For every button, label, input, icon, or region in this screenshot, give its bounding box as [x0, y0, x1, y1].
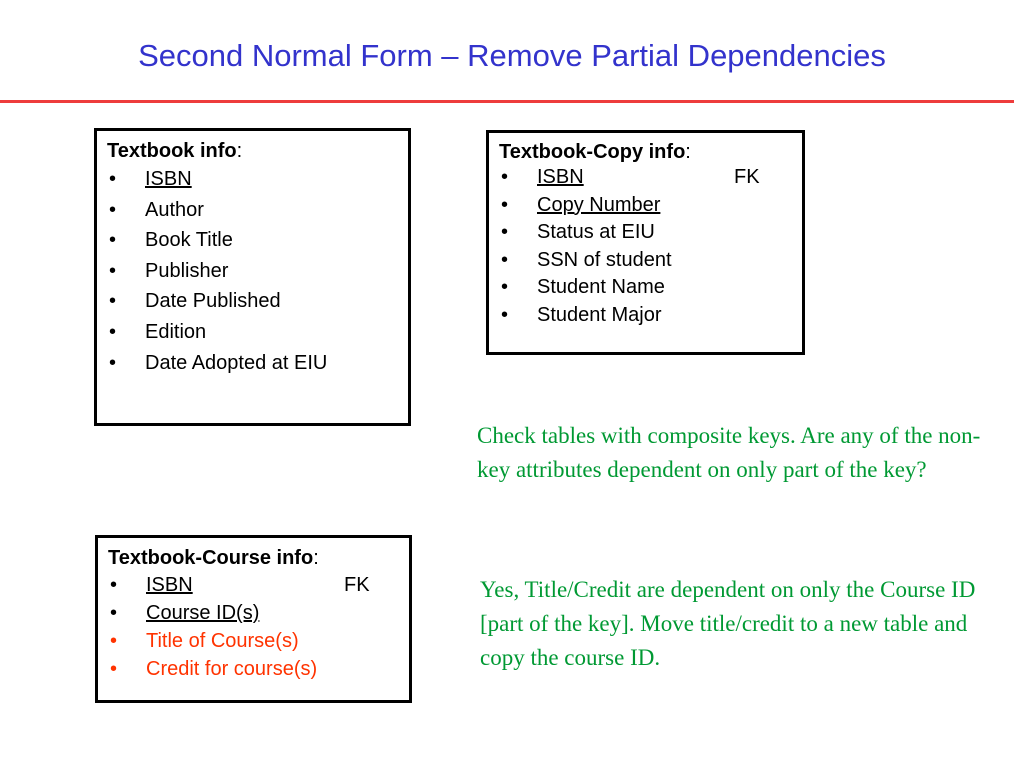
- attribute-ssn: • SSN of student: [499, 247, 792, 275]
- textbook-copy-info-title: Textbook-Copy info: [499, 141, 686, 163]
- composite-key-question: Check tables with composite keys. Are any of the non-key attributes dependent on only part of the key?: [477, 423, 981, 482]
- attribute-publisher: • Publisher: [107, 256, 398, 287]
- textbook-course-info-table: [95, 535, 412, 703]
- heading-colon: :: [313, 547, 319, 569]
- attribute-isbn: [107, 164, 398, 195]
- attribute-student-name: • Student Name: [499, 274, 792, 302]
- title-divider: [0, 100, 1014, 103]
- heading-colon: :: [236, 140, 243, 162]
- primary-key-label: Copy Number: [537, 193, 661, 216]
- heading-colon: :: [685, 141, 691, 163]
- attribute-date-adopted: • Date Adopted at EIU: [107, 348, 398, 379]
- primary-key-label: Course ID(s): [146, 602, 260, 624]
- attribute-edition: • Edition: [107, 317, 398, 348]
- textbook-info-attributes: [107, 164, 398, 378]
- textbook-info-heading: [107, 138, 398, 164]
- foreign-key-label: FK: [734, 166, 760, 188]
- attribute-copy-number: [499, 192, 792, 220]
- attribute-isbn: [499, 164, 792, 192]
- attribute-isbn: [108, 571, 399, 599]
- textbook-course-info-heading: [108, 545, 399, 571]
- textbook-course-info-title: Textbook-Course info: [108, 547, 314, 569]
- partial-dependency-answer: Yes, Title/Credit are dependent on only the Course ID [part of the key]. Move title/credit to a new table and copy the course ID.: [480, 577, 976, 670]
- attribute-book-title: • Book Title: [107, 225, 398, 256]
- textbook-info-title: Textbook info: [107, 140, 237, 162]
- textbook-course-info-attributes: [108, 571, 399, 683]
- foreign-key-label: FK: [344, 574, 370, 596]
- attribute-status: • Status at EIU: [499, 219, 792, 247]
- primary-key-label: ISBN: [145, 168, 192, 190]
- attribute-author: • Author: [107, 195, 398, 226]
- textbook-copy-info-table: [486, 130, 805, 355]
- primary-key-label: ISBN: [537, 166, 584, 188]
- slide-title: Second Normal Form – Remove Partial Dependencies: [138, 38, 886, 73]
- attribute-course-credit: • Credit for course(s): [108, 655, 399, 683]
- attribute-course-id: [108, 599, 399, 627]
- textbook-copy-info-attributes: [499, 164, 792, 330]
- attribute-student-major: • Student Major: [499, 302, 792, 330]
- textbook-info-table: [94, 128, 411, 426]
- primary-key-label: ISBN: [146, 574, 193, 596]
- textbook-copy-info-heading: [499, 140, 792, 164]
- attribute-course-title: • Title of Course(s): [108, 627, 399, 655]
- attribute-date-published: • Date Published: [107, 286, 398, 317]
